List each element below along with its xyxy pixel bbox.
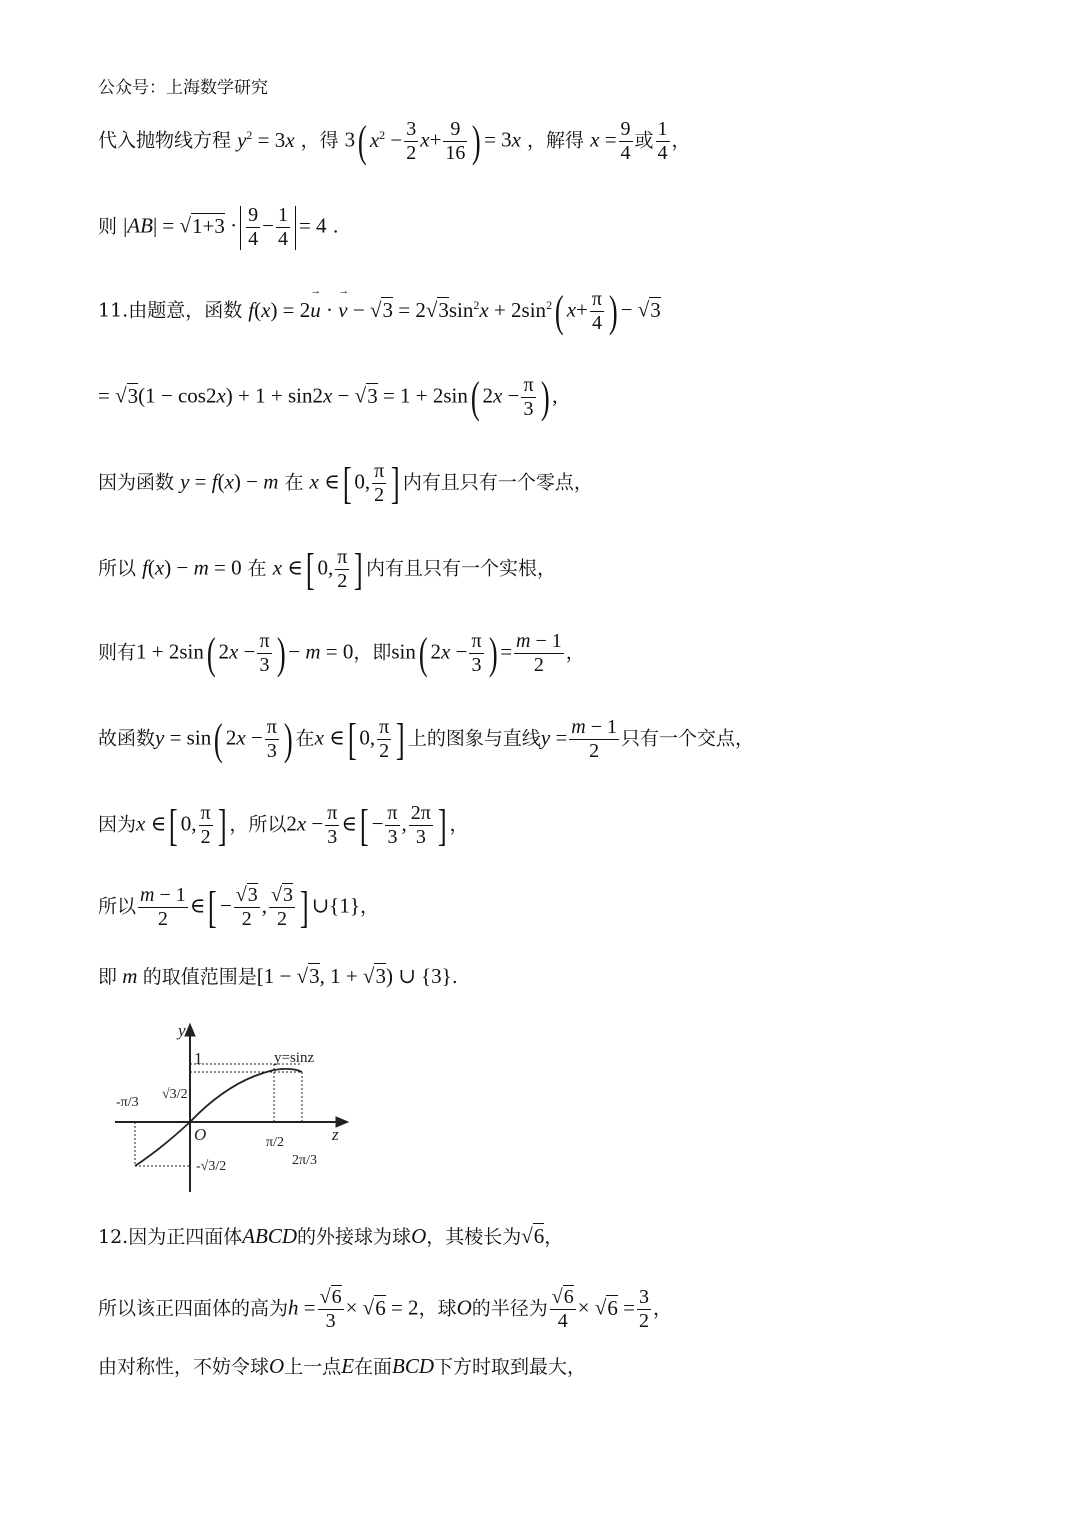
- text: 所以该正四面体的高为: [98, 1297, 289, 1320]
- text: 因为: [98, 813, 137, 836]
- solution-10-line-1: 代入抛物线方程 $y^2 = 3x$ ，得 3( $x^2$ − $\frac{3}{2}$ x+ $\frac{9}{16}$ ) = 3x ，解得 x = $\frac{9}{4}$ 或 $\frac{1}{4}$ ，: [98, 116, 691, 166]
- text: 则有: [98, 641, 137, 664]
- text: ，即: [353, 641, 392, 664]
- text: 11.由题意，函数: [98, 299, 243, 322]
- text: 12.因为正四面体: [98, 1226, 243, 1248]
- curve-label: y=sinz: [274, 1050, 315, 1066]
- text: 在: [284, 471, 304, 494]
- text: ，所以: [229, 813, 287, 836]
- solution-11-line-7: 因为x ∈[ 0, $\frac{\pi}{2}$ ] ，所以2x − $\frac{\pi}{3}$ ∈[ − $\frac{\pi}{3}$ , $\frac{2\pi}{3}$ ] ，: [98, 800, 469, 850]
- solution-12-line-3: 由对称性，不妨令球O上一点E在面BCD下方时取到最大，: [98, 1354, 587, 1378]
- solution-11-line-4: 所以 f(x) − m = 0 在 x ∈[ 0, $\frac{\pi}{2}$ ] 内有且只有一个实根，: [98, 544, 557, 594]
- one-label: 1: [194, 1049, 203, 1068]
- solution-10-line-2: 则 |AB| = √1+3 · $\frac{9}{4}$ − $\frac{1}{4}$ = 4 .: [98, 204, 339, 250]
- header-source: 公众号：上海数学研究: [98, 78, 268, 98]
- sine-curve: [135, 1069, 302, 1166]
- solution-11-line-1: 11.由题意，函数 f(x) = 2→ u · → $v - √3 = 2√3\sin^2x + 2\sin^2$( x+ $\frac{\pi}{4}$ ) − √3: [98, 288, 661, 335]
- origin-label: O: [194, 1125, 207, 1144]
- y-axis-arrow: [185, 1024, 195, 1036]
- text: 或: [634, 129, 654, 152]
- solution-11-line-9: 即 m 的取值范围是[1 − √3, 1 + √3) ∪ {3}.: [98, 964, 458, 988]
- solution-11-line-8: 所以 $\frac{m - 1}{2}$ ∈[ − $\frac{√3}{2}$ , $\frac{√3}{2}$ ] ∪{1}，: [98, 882, 379, 932]
- text: ，: [359, 895, 379, 918]
- text: 下方时取到最大，: [434, 1356, 587, 1378]
- solution-12-line-2: 所以该正四面体的高为h = $\frac{√6}{3}$ × √6 = 2，球O的半径为 $\frac{√6}{4}$ × √6 = $\frac{3}{2}$ ，: [98, 1286, 672, 1332]
- text: 内有且只有一个实根，: [366, 557, 557, 580]
- text: ，得: [300, 129, 339, 152]
- text: 因为函数: [98, 471, 175, 494]
- solution-11-line-3: 因为函数 y = f(x) − m 在 x ∈[ 0, $\frac{\pi}{2}$ ] 内有且只有一个零点，: [98, 458, 593, 508]
- sqrt3-2-label: √3/2: [162, 1087, 188, 1102]
- text: ，: [671, 129, 691, 152]
- neg-pi3-label: -π/3: [116, 1095, 139, 1110]
- text: 只有一个交点，: [621, 727, 755, 750]
- solution-11-line-5: 则有1 + 2sin( 2x − $\frac{\pi}{3}$ ) − m = 0，即sin( 2x − $\frac{\pi}{3}$ ) = $\frac{m - 1}{2}$ ，: [98, 628, 585, 678]
- text: 上的图象与直线: [407, 727, 541, 750]
- text: 则: [98, 215, 118, 238]
- text: 在: [295, 727, 315, 750]
- z-label: z: [332, 1125, 339, 1144]
- text: ，球: [418, 1297, 457, 1320]
- pi2-label: π/2: [266, 1135, 284, 1150]
- text: 上一点: [284, 1356, 342, 1378]
- text: ，: [652, 1297, 672, 1320]
- text: ，其棱长为: [426, 1226, 522, 1248]
- text: 代入抛物线方程: [98, 129, 232, 152]
- solution-11-line-6: 故函数y = sin( 2x − $\frac{\pi}{3}$ ) 在x ∈[ 0, $\frac{\pi}{2}$ ] 上的图象与直线y = $\frac{m - 1}{2}$ 只有一个交点，: [98, 714, 755, 764]
- text: ，: [565, 641, 585, 664]
- sine-graph: [100, 1020, 350, 1195]
- text: 在面: [354, 1356, 393, 1378]
- text: .: [451, 966, 458, 988]
- neg-sqrt3-2-label: -√3/2: [196, 1159, 227, 1174]
- text: 的半径为: [471, 1297, 548, 1320]
- text: 的取值范围是: [142, 966, 257, 988]
- text: 的外接球为球: [297, 1226, 412, 1248]
- text: 所以: [98, 557, 137, 580]
- 2pi3-label: 2π/3: [292, 1153, 317, 1168]
- text: 即: [98, 966, 118, 988]
- text: .: [332, 215, 339, 238]
- text: 在: [247, 557, 267, 580]
- text: 所以: [98, 895, 137, 918]
- y-label: y: [178, 1021, 186, 1040]
- solution-12-line-1: 12.因为正四面体ABCD的外接球为球O，其棱长为√6，: [98, 1224, 564, 1248]
- text: 由对称性，不妨令球: [98, 1356, 270, 1378]
- text: ，解得: [527, 129, 585, 152]
- text: 内有且只有一个零点，: [402, 471, 593, 494]
- text: ，: [449, 813, 469, 836]
- text: 故函数: [98, 727, 156, 750]
- solution-11-line-2: = √3(1 − cos2x) + 1 + sin2x − √3 = 1 + 2sin( 2x − $\frac{\pi}{3}$ ) ,: [98, 372, 558, 422]
- text: ，: [544, 1226, 564, 1248]
